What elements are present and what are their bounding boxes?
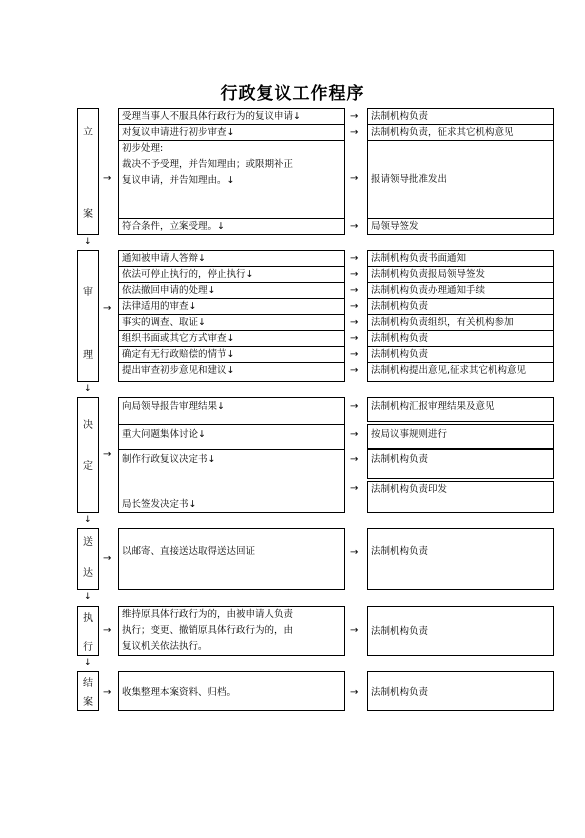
arrow-right-icon: → [103, 687, 112, 698]
arrow-right-icon: → [350, 349, 359, 360]
result-item: 法制机构负责 [371, 454, 429, 465]
arrow-right-icon: → [350, 221, 359, 232]
arrow-right-icon: → [350, 127, 359, 138]
arrow-right-icon: → [350, 333, 359, 344]
step-item: 受理当事人不服具体行政行为的复议申请↓ [122, 111, 301, 122]
step-item: 制作行政复议决定书↓ [122, 454, 216, 465]
step-item: 维持原具体行政行为的，由被申请人负责 执行；变更、撤销原具体行政行为的，由 复议机关依法执行。 [122, 609, 294, 652]
stage-label-top: 结 [83, 678, 93, 689]
step-item: 通知被申请人答辩↓ [122, 253, 206, 264]
arrow-right-icon: → [350, 253, 359, 264]
step-item: 依法可停止执行的，停止执行↓ [122, 269, 254, 280]
result-item: 法制机构汇报审理结果及意见 [371, 401, 495, 412]
arrow-right-icon: → [103, 625, 112, 636]
result-item: 报请领导批准发出 [371, 174, 448, 185]
results-box-songda [367, 528, 554, 590]
arrow-right-icon: → [350, 454, 359, 465]
step-item: 提出审查初步意见和建议↓ [122, 365, 235, 376]
step-item: 对复议申请进行初步审查↓ [122, 127, 235, 138]
step-item: 法律适用的审查↓ [122, 301, 197, 312]
stage-label-jiean [77, 671, 99, 711]
result-item: 法制机构负责报局领导签发 [371, 269, 486, 280]
stage-label-jueding [77, 397, 99, 513]
stage-label-zhixing [77, 606, 99, 656]
arrow-right-icon: → [350, 547, 359, 558]
arrow-right-icon: → [103, 303, 112, 314]
page-title: 行政复议工作程序 [220, 84, 365, 104]
step-item: 符合条件，立案受理。↓ [122, 221, 225, 232]
arrow-right-icon: → [350, 365, 359, 376]
step-item: 重大问题集体讨论↓ [122, 429, 206, 440]
step-item: 以邮寄、直接送达取得送达回证 [122, 546, 256, 557]
arrow-down-icon: ↓ [84, 592, 92, 602]
arrow-down-icon: ↓ [84, 237, 92, 247]
stage-label-top: 决 [83, 420, 93, 431]
result-item: 法制机构负责办理通知手续 [371, 285, 486, 296]
arrow-right-icon: → [350, 285, 359, 296]
result-item: 法制机构负责，征求其它机构意见 [371, 127, 514, 138]
result-item: 法制机构负责 [371, 301, 429, 312]
step-item: 收集整理本案资料、归档。 [122, 687, 237, 698]
step-item: 向局领导报告审理结果↓ [122, 401, 225, 412]
stage-label-bottom: 理 [83, 350, 93, 361]
result-item: 法制机构负责 [371, 333, 429, 344]
arrow-down-icon: ↓ [84, 658, 92, 668]
result-item: 法制机构负责 [371, 111, 429, 122]
steps-box-songda [118, 528, 345, 590]
step-item: 初步处理: 裁决不予受理，并告知理由；或限期补正 复议申请，并告知理由。↓ [122, 143, 294, 186]
result-item: 法制机构负责 [371, 349, 429, 360]
stage-label-top: 执 [83, 613, 93, 624]
arrow-right-icon: → [103, 553, 112, 564]
stage-label-bottom: 案 [83, 209, 93, 220]
arrow-right-icon: → [350, 401, 359, 412]
arrow-right-icon: → [350, 687, 359, 698]
arrow-down-icon: ↓ [84, 384, 92, 394]
step-item: 确定有无行政赔偿的情节↓ [122, 349, 235, 360]
stage-label-top: 立 [83, 127, 93, 138]
stage-label-bottom: 案 [83, 697, 93, 708]
arrow-right-icon: → [350, 269, 359, 280]
stage-label-bottom: 达 [83, 568, 93, 579]
arrow-right-icon: → [350, 429, 359, 440]
arrow-right-icon: → [350, 301, 359, 312]
result-item: 法制机构负责书面通知 [371, 253, 467, 264]
result-item: 局领导签发 [371, 221, 419, 232]
stage-label-top: 送 [83, 537, 93, 548]
result-item: 按局议事规则进行 [371, 429, 448, 440]
result-item: 法制机构负责印发 [371, 484, 448, 495]
step-item: 依法撤回申请的处理↓ [122, 285, 216, 296]
result-item: 法制机构负责 [371, 546, 429, 557]
arrow-right-icon: → [350, 111, 359, 122]
step-item: 局长签发决定书↓ [122, 499, 197, 510]
result-item: 法制机构提出意见,征求其它机构意见 [371, 365, 527, 376]
arrow-right-icon: → [350, 483, 359, 494]
arrow-right-icon: → [350, 173, 359, 184]
stage-label-shenli [77, 250, 99, 382]
stage-label-top: 审 [83, 287, 93, 298]
result-item: 法制机构负责组织，有关机构参加 [371, 317, 514, 328]
stage-label-songda [77, 528, 99, 590]
stage-label-bottom: 行 [83, 642, 93, 653]
stage-label-bottom: 定 [83, 461, 93, 472]
step-item: 组织书面或其它方式审查↓ [122, 333, 235, 344]
arrow-right-icon: → [103, 449, 112, 460]
step-item: 事实的调查、取证↓ [122, 317, 206, 328]
result-item: 法制机构负责 [371, 626, 429, 637]
arrow-right-icon: → [350, 317, 359, 328]
stage-label-lian [77, 108, 99, 235]
arrow-right-icon: → [350, 625, 359, 636]
arrow-right-icon: → [103, 173, 112, 184]
arrow-down-icon: ↓ [84, 515, 92, 525]
result-item: 法制机构负责 [371, 687, 429, 698]
